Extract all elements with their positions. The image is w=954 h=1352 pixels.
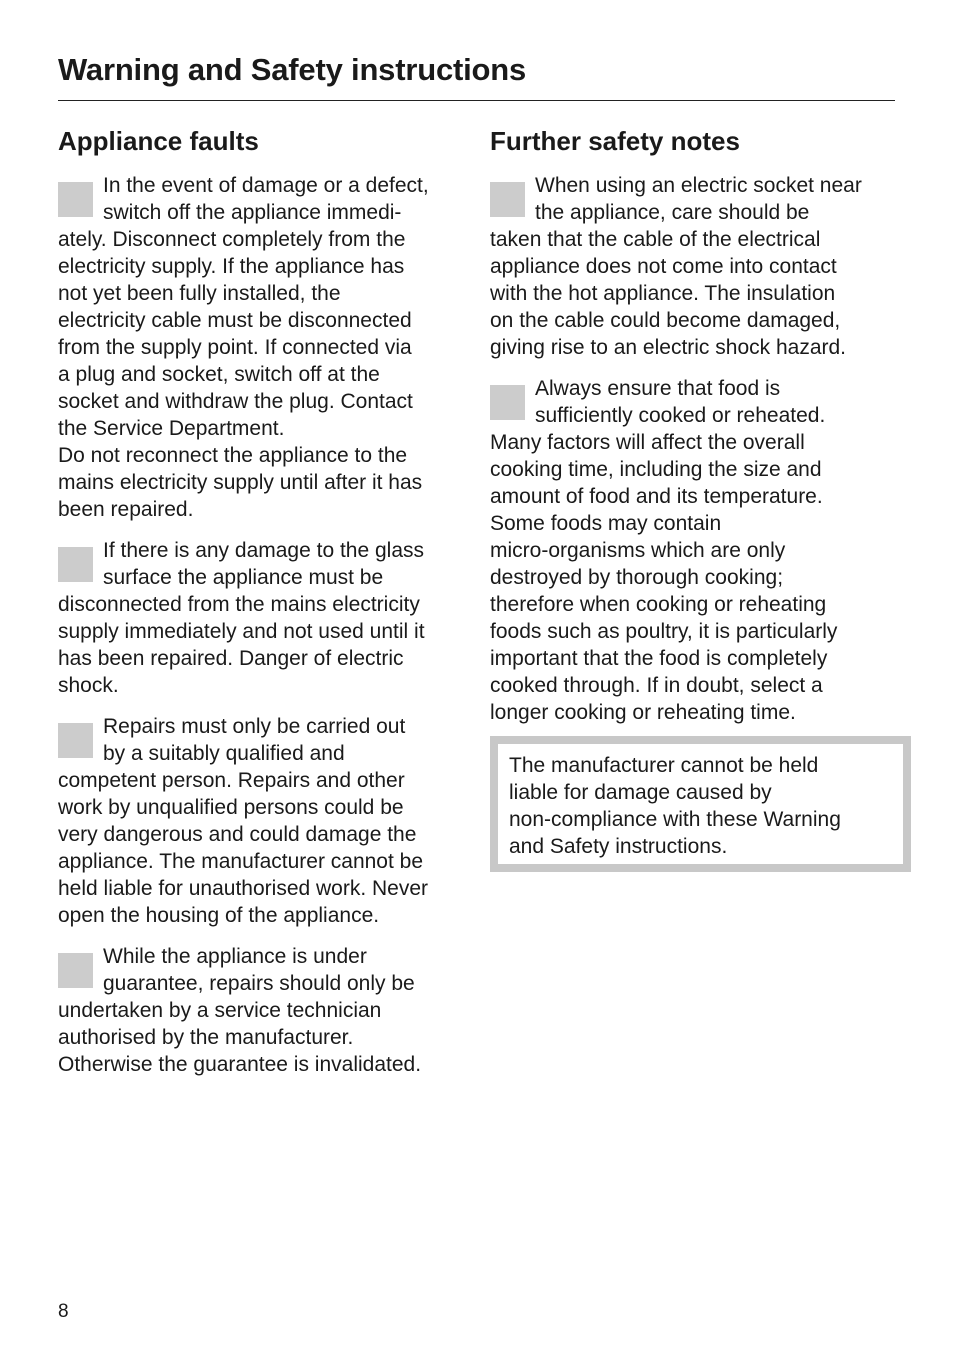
text-line: surface the appliance must be xyxy=(103,566,384,589)
text-line: When using an electric socket near xyxy=(535,174,862,197)
text-line: amount of food and its temperature. xyxy=(490,485,823,508)
warning-paragraph-repairs xyxy=(58,713,468,929)
text-line: on the cable could become damaged, xyxy=(490,309,841,332)
text-line: important that the food is completely xyxy=(490,647,828,670)
text-line: therefore when cooking or reheating xyxy=(490,593,827,616)
text-line: ately. Disconnect completely from the xyxy=(58,228,406,251)
text-line: If there is any damage to the glass xyxy=(103,539,425,562)
text-line: electricity supply. If the appliance has xyxy=(58,255,405,278)
warning-marker-icon xyxy=(58,723,93,758)
text-line: not yet been fully installed, the xyxy=(58,282,341,305)
warning-marker-icon xyxy=(58,182,93,217)
liability-note-box xyxy=(490,736,911,872)
text-line: from the supply point. If connected via xyxy=(58,336,412,359)
text-line: competent person. Repairs and other xyxy=(58,769,405,792)
text-line: and Safety instructions. xyxy=(509,835,728,858)
text-line: non-compliance with these Warning xyxy=(509,808,841,831)
text-line: guarantee, repairs should only be xyxy=(103,972,415,995)
text-line: giving rise to an electric shock hazard. xyxy=(490,336,847,359)
warning-paragraph-food-cooking xyxy=(490,375,900,726)
warning-marker-icon xyxy=(58,547,93,582)
text-line: The manufacturer cannot be held xyxy=(509,754,819,777)
text-line: the Service Department. xyxy=(58,417,285,440)
text-line: foods such as poultry, it is particularly xyxy=(490,620,838,643)
warning-marker-icon xyxy=(58,953,93,988)
text-line: Some foods may contain xyxy=(490,512,722,535)
text-line: undertaken by a service technician xyxy=(58,999,382,1022)
text-line: destroyed by thorough cooking; xyxy=(490,566,784,589)
text-line: work by unqualified persons could be xyxy=(58,796,404,819)
text-line: mains electricity supply until after it has xyxy=(58,471,423,494)
warning-paragraph-damage-defect xyxy=(58,172,468,523)
text-line: a plug and socket, switch off at the xyxy=(58,363,380,386)
text-line: the appliance, care should be xyxy=(535,201,810,224)
text-line: appliance. The manufacturer cannot be xyxy=(58,850,424,873)
text-line: Otherwise the guarantee is invalidated. xyxy=(58,1053,422,1076)
text-line: very dangerous and could damage the xyxy=(58,823,417,846)
text-line: been repaired. xyxy=(58,498,194,521)
page-title: Warning and Safety instructions xyxy=(58,52,527,87)
warning-paragraph-electric-socket xyxy=(490,172,900,361)
warning-paragraph-guarantee xyxy=(58,943,468,1078)
text-line: switch off the appliance immedi- xyxy=(103,201,402,224)
text-line: open the housing of the appliance. xyxy=(58,904,380,927)
text-line: authorised by the manufacturer. xyxy=(58,1026,354,1049)
text-line: Repairs must only be carried out xyxy=(103,715,406,738)
text-line: with the hot appliance. The insulation xyxy=(490,282,836,305)
text-line: sufficiently cooked or reheated. xyxy=(535,404,826,427)
text-line: shock. xyxy=(58,674,119,697)
further-safety-notes-section xyxy=(490,124,900,872)
text-line: electricity cable must be disconnected xyxy=(58,309,412,332)
text-line: Many factors will affect the overall xyxy=(490,431,805,454)
text-line: cooked through. If in doubt, select a xyxy=(490,674,823,697)
text-line: disconnected from the mains electricity xyxy=(58,593,420,616)
warning-paragraph-glass-damage xyxy=(58,537,468,699)
text-line: cooking time, including the size and xyxy=(490,458,822,481)
title-divider xyxy=(58,100,895,101)
text-line: liable for damage caused by xyxy=(509,781,772,804)
text-line: longer cooking or reheating time. xyxy=(490,701,796,724)
text-line: While the appliance is under xyxy=(103,945,367,968)
section-heading-further-safety-notes: Further safety notes xyxy=(490,126,740,156)
text-line: appliance does not come into contact xyxy=(490,255,837,278)
text-line: socket and withdraw the plug. Contact xyxy=(58,390,413,413)
text-line: taken that the cable of the electrical xyxy=(490,228,821,251)
page-number: 8 xyxy=(58,1301,69,1322)
text-line: Always ensure that food is xyxy=(535,377,781,400)
text-line: held liable for unauthorised work. Never xyxy=(58,877,429,900)
text-line: In the event of damage or a defect, xyxy=(103,174,429,197)
section-heading-appliance-faults: Appliance faults xyxy=(58,126,259,156)
text-line: Do not reconnect the appliance to the xyxy=(58,444,408,467)
text-line: supply immediately and not used until it xyxy=(58,620,425,643)
text-line: micro-organisms which are only xyxy=(490,539,786,562)
warning-marker-icon xyxy=(490,182,525,217)
warning-marker-icon xyxy=(490,385,525,420)
text-line: by a suitably qualified and xyxy=(103,742,345,765)
appliance-faults-section xyxy=(58,124,468,1078)
text-line: has been repaired. Danger of electric xyxy=(58,647,404,670)
